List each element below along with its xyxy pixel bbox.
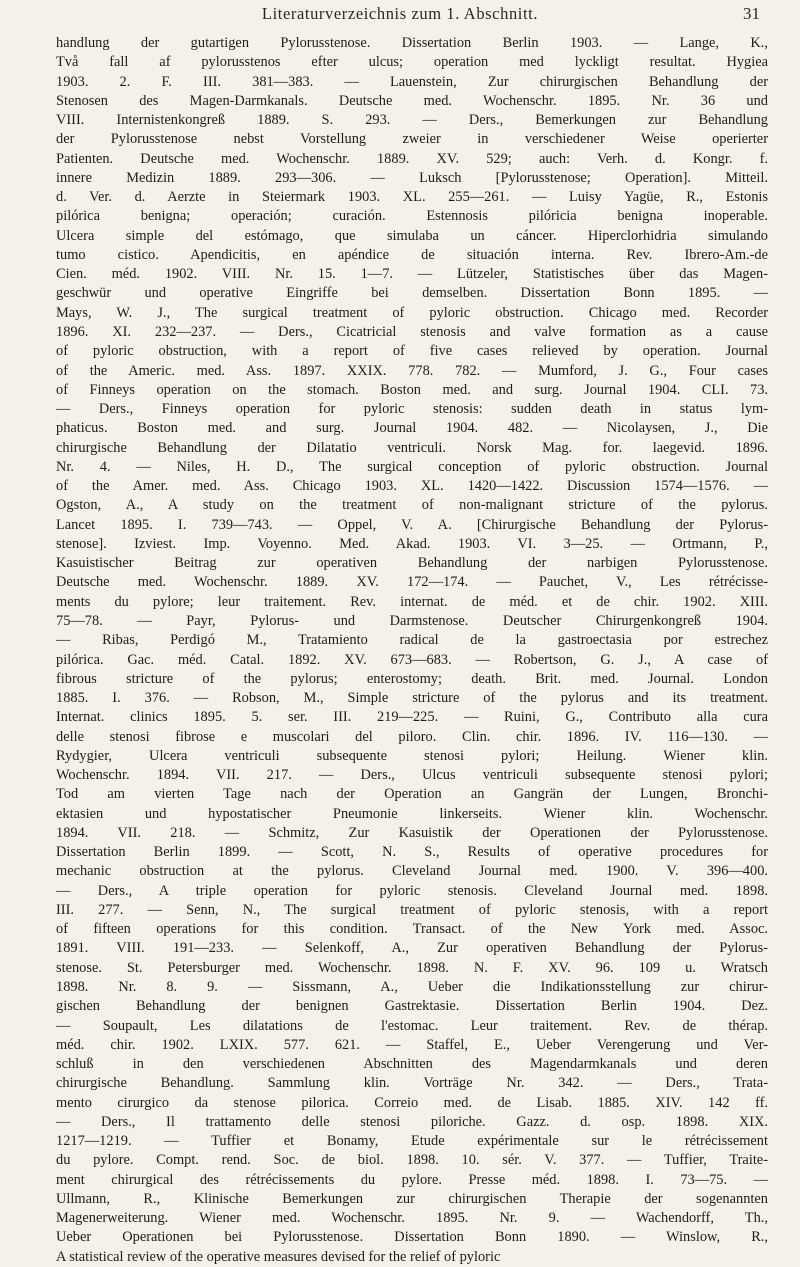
text-line: 1896. XI. 232—237. — Ders., Cicatricial stenosis and valve formation as a cause	[56, 323, 768, 340]
text-line: — Ribas, Perdigó M., Tratamiento radical de la gastroectasia por estrechez	[56, 632, 768, 649]
text-line: of fifteen operations for this condition. Transact. of the New York med. Assoc.	[56, 921, 768, 938]
text-line: Mays, W. J., The surgical treatment of pyloric obstruction. Chicago med. Recorder	[56, 304, 768, 321]
text-line: — Ders., Il trattamento delle stenosi piloriche. Gazz. d. osp. 1898. XIX.	[56, 1113, 768, 1130]
text-line: of pyloric obstruction, with a report of five cases relieved by operation. Journal	[56, 343, 768, 360]
text-line: chirurgische Behandlung. Sammlung klin. Vorträge Nr. 342. — Ders., Trata-	[56, 1075, 768, 1092]
text-line: 1903. 2. F. III. 381—383. — Lauenstein, Zur chirurgischen Behandlung der	[56, 73, 768, 90]
text-line: Tod am vierten Tage nach der Operation an Gangrän der Lungen, Bronchi-	[56, 786, 768, 803]
page-number: 31	[743, 4, 760, 23]
text-line: Dissertation Berlin 1899. — Scott, N. S., Results of operative procedures for	[56, 844, 768, 861]
text-line: ektasien und hypostatischer Pneumonie linkerseits. Wiener klin. Wochenschr.	[56, 805, 768, 822]
text-line: — Soupault, Les dilatations de l'estomac. Leur traitement. Rev. de thérap.	[56, 1017, 768, 1034]
text-line: schluß in den verschiedenen Abschnitten des Magendarmkanals und deren	[56, 1056, 768, 1073]
text-line: 1894. VII. 218. — Schmitz, Zur Kasuistik der Operationen der Pylorusstenose.	[56, 824, 768, 841]
text-line: A statistical review of the operative measures devised for the relief of pyloric	[56, 1248, 501, 1265]
text-line: mento cirurgico da stenose pilorica. Correio med. de Lisab. 1885. XIV. 142 ff.	[56, 1094, 768, 1111]
text-line: Deutsche med. Wochenschr. 1889. XV. 172—174. — Pauchet, V., Les rétrécisse-	[56, 574, 768, 591]
text-line: 1898. Nr. 8. 9. — Sissmann, A., Ueber die Indikationsstellung zur chirur-	[56, 979, 768, 996]
text-line: of the Amer. med. Ass. Chicago 1903. XL. 1420—1422. Discussion 1574—1576. —	[56, 478, 768, 495]
text-line: Patienten. Deutsche med. Wochenschr. 1889. XV. 529; auch: Verh. d. Kongr. f.	[56, 150, 768, 167]
text-line: pilórica benigna; operación; curación. Estennosis pilóricia benigna inoperable.	[56, 208, 768, 225]
text-line: der Pylorusstenose nebst Vorstellung zweier in verschiedener Weise operierter	[56, 131, 768, 148]
text-line: Ogston, A., A study on the treatment of non-malignant stricture of the pylorus.	[56, 497, 768, 514]
text-line: 1891. VIII. 191—233. — Selenkoff, A., Zur operativen Behandlung der Pylorus-	[56, 940, 768, 957]
text-line: — Ders., Finneys operation for pyloric stenosis: sudden death in status lym-	[56, 401, 768, 418]
text-line: Lancet 1895. I. 739—743. — Oppel, V. A. [Chirurgische Behandlung der Pylorus-	[56, 516, 768, 533]
text-line: 75—78. — Payr, Pylorus- und Darmstenose. Deutscher Chirurgenkongreß 1904.	[56, 612, 768, 629]
text-line: stenose]. Izviest. Imp. Voyenno. Med. Akad. 1903. VI. 3—25. — Ortmann, P.,	[56, 535, 768, 552]
bibliography-text	[56, 34, 768, 1267]
text-line: ments du pylore; leur traitement. Rev. internat. de méd. et de chir. 1902. XIII.	[56, 593, 768, 610]
text-line: geschwür und operative Eingriffe bei demselben. Dissertation Bonn 1895. —	[56, 285, 768, 302]
text-line: stenose. St. Petersburger med. Wochenschr. 1898. N. F. XV. 96. 109 u. Wratsch	[56, 959, 768, 976]
text-line: gischen Behandlung der benignen Gastrektasie. Dissertation Berlin 1904. Dez.	[56, 998, 768, 1015]
text-line: mechanic obstruction at the pylorus. Cleveland Journal med. 1900. V. 396—400.	[56, 863, 768, 880]
text-line: Stenosen des Magen-Darmkanals. Deutsche med. Wochenschr. 1895. Nr. 36 und	[56, 92, 768, 109]
running-header	[0, 4, 800, 30]
text-line: méd. chir. 1902. LXIX. 577. 621. — Staffel, E., Ueber Verengerung und Ver-	[56, 1036, 768, 1053]
text-line: Ullmann, R., Klinische Bemerkungen zur chirurgischen Therapie der sogenannten	[56, 1190, 768, 1207]
text-line: Kasuistischer Beitrag zur operativen Behandlung der narbigen Pylorusstenose.	[56, 555, 768, 572]
text-line: of Finneys operation on the stomach. Boston med. and surg. Journal 1904. CLI. 73.	[56, 381, 768, 398]
text-line: VIII. Internistenkongreß 1889. S. 293. — Ders., Bemerkungen zur Behandlung	[56, 112, 768, 129]
text-line: Rydygier, Ulcera ventriculi subsequente stenosi pylori; Heilung. Wiener klin.	[56, 747, 768, 764]
text-line: tumo cistico. Apendicitis, en apéndice de situación interna. Rev. Ibrero-Am.-de	[56, 246, 768, 263]
header-title: Literaturverzeichnis zum 1. Abschnitt.	[261, 4, 539, 23]
text-line: of the Americ. med. Ass. 1897. XXIX. 778. 782. — Mumford, J. G., Four cases	[56, 362, 768, 379]
text-line: — Ders., A triple operation for pyloric stenosis. Cleveland Journal med. 1898.	[56, 882, 768, 899]
text-line: Internat. clinics 1895. 5. ser. III. 219—225. — Ruini, G., Contributo alla cura	[56, 709, 768, 726]
text-line: 1217—1219. — Tuffier et Bonamy, Etude expérimentale sur le rétrécissement	[56, 1133, 768, 1150]
text-line: Två fall af pylorusstenos efter ulcus; operation med lyckligt resultat. Hygiea	[56, 54, 768, 71]
text-line: Wochenschr. 1894. VII. 217. — Ders., Ulcus ventriculi subsequente stenosi pylori;	[56, 767, 768, 784]
text-line: Magenerweiterung. Wiener med. Wochenschr. 1895. Nr. 9. — Wachendorff, Th.,	[56, 1210, 768, 1227]
text-line: phaticus. Boston med. and surg. Journal 1904. 482. — Nicolaysen, J., Die	[56, 420, 768, 437]
text-line: fibrous stricture of the pylorus; enterostomy; death. Brit. med. Journal. London	[56, 670, 768, 687]
text-line: 1885. I. 376. — Robson, M., Simple stricture of the pylorus and its treatment.	[56, 690, 768, 707]
text-line: Ulcera simple del estómago, que simulaba un cáncer. Hiperclorhidria simulando	[56, 227, 768, 244]
text-line: Nr. 4. — Niles, H. D., The surgical conception of pyloric obstruction. Journal	[56, 458, 768, 475]
text-line: III. 277. — Senn, N., The surgical treatment of pyloric stenosis, with a report	[56, 901, 768, 918]
text-line: Ueber Operationen bei Pylorusstenose. Dissertation Bonn 1890. — Winslow, R.,	[56, 1229, 768, 1246]
text-line: pilórica. Gac. méd. Catal. 1892. XV. 673—683. — Robertson, G. J., A case of	[56, 651, 768, 668]
text-line: delle stenosi fibrose e muscolari del piloro. Clin. chir. 1896. IV. 116—130. —	[56, 728, 768, 745]
text-line: innere Medizin 1889. 293—306. — Luksch [Pylorusstenose; Operation]. Mitteil.	[56, 169, 768, 186]
text-line: chirurgische Behandlung der Dilatatio ventriculi. Norsk Mag. for. laegevid. 1896.	[56, 439, 768, 456]
text-line: du pylore. Compt. rend. Soc. de biol. 1898. 10. sér. V. 377. — Tuffier, Traite-	[56, 1152, 768, 1169]
text-line: d. Ver. d. Aerzte in Steiermark 1903. XL. 255—261. — Luisy Yagüe, R., Estonis	[56, 189, 768, 206]
text-line: ment chirurgical des rétrécissements du pylore. Presse méd. 1898. I. 73—75. —	[56, 1171, 768, 1188]
text-line: handlung der gutartigen Pylorusstenose. Dissertation Berlin 1903. — Lange, K.,	[56, 35, 768, 51]
text-line: Cien. méd. 1902. VIII. Nr. 15. 1—7. — Lützeler, Statistisches über das Magen-	[56, 266, 768, 283]
